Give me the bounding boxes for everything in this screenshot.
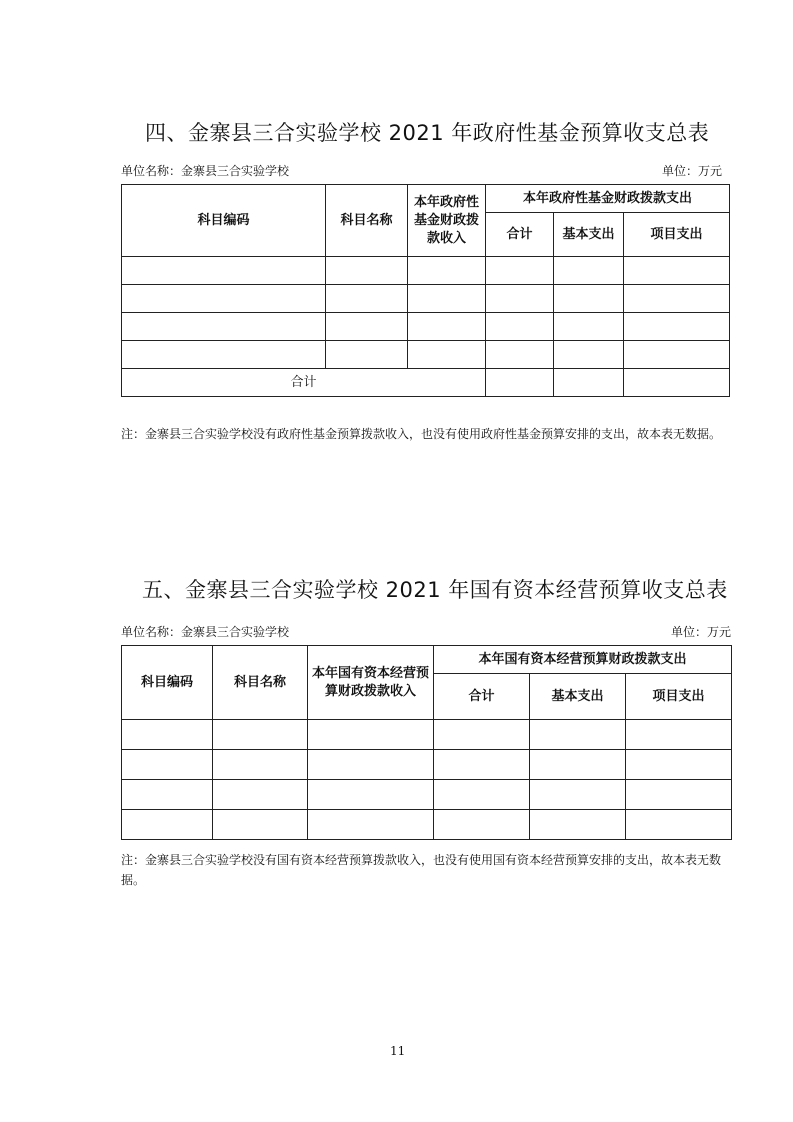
total-row: [122, 369, 730, 397]
header-code: 科目编码: [122, 185, 326, 257]
section4-unit: 单位：万元: [662, 164, 723, 178]
header-income: 本年政府性基金财政拨款收入: [408, 185, 486, 257]
page-number: 11: [390, 1044, 406, 1058]
section5-unit: 单位：万元: [671, 625, 732, 639]
header-basic: 基本支出: [554, 213, 624, 257]
section4-unit-name: 单位名称：金寨县三合实验学校: [121, 164, 290, 178]
table-row: [122, 285, 730, 313]
section4-table: [121, 184, 730, 397]
section4-title: 四、金寨县三合实验学校 2021 年政府性基金预算收支总表: [145, 121, 710, 145]
header-code: 科目编码: [122, 646, 213, 720]
table-row: [122, 810, 732, 840]
table-row: [122, 313, 730, 341]
table-row: [122, 341, 730, 369]
header-total: 合计: [486, 213, 554, 257]
section5-title: 五、金寨县三合实验学校 2021 年国有资本经营预算收支总表: [142, 578, 728, 602]
table-row: [122, 750, 732, 780]
total-label: 合计: [122, 369, 486, 397]
header-project: 项目支出: [626, 674, 732, 720]
section5-unit-name: 单位名称：金寨县三合实验学校: [121, 625, 290, 639]
header-income: 本年国有资本经营预算财政拨款收入: [308, 646, 434, 720]
table-row: [122, 257, 730, 285]
table-row: [122, 780, 732, 810]
header-project: 项目支出: [624, 213, 730, 257]
table-row: [122, 720, 732, 750]
section4-note: 注：金寨县三合实验学校没有政府性基金预算拨款收入，也没有使用政府性基金预算安排的支出，故本表无数据。: [121, 427, 722, 441]
header-total: 合计: [434, 674, 530, 720]
header-expense-group: 本年国有资本经营预算财政拨款支出: [434, 646, 732, 674]
header-basic: 基本支出: [530, 674, 626, 720]
header-name: 科目名称: [213, 646, 308, 720]
header-expense-group: 本年政府性基金财政拨款支出: [486, 185, 730, 213]
header-name: 科目名称: [326, 185, 408, 257]
section5-table: [121, 645, 732, 840]
section5-note: 注：金寨县三合实验学校没有国有资本经营预算拨款收入，也没有使用国有资本经营预算安排的支出，故本表无数据。: [121, 853, 722, 887]
